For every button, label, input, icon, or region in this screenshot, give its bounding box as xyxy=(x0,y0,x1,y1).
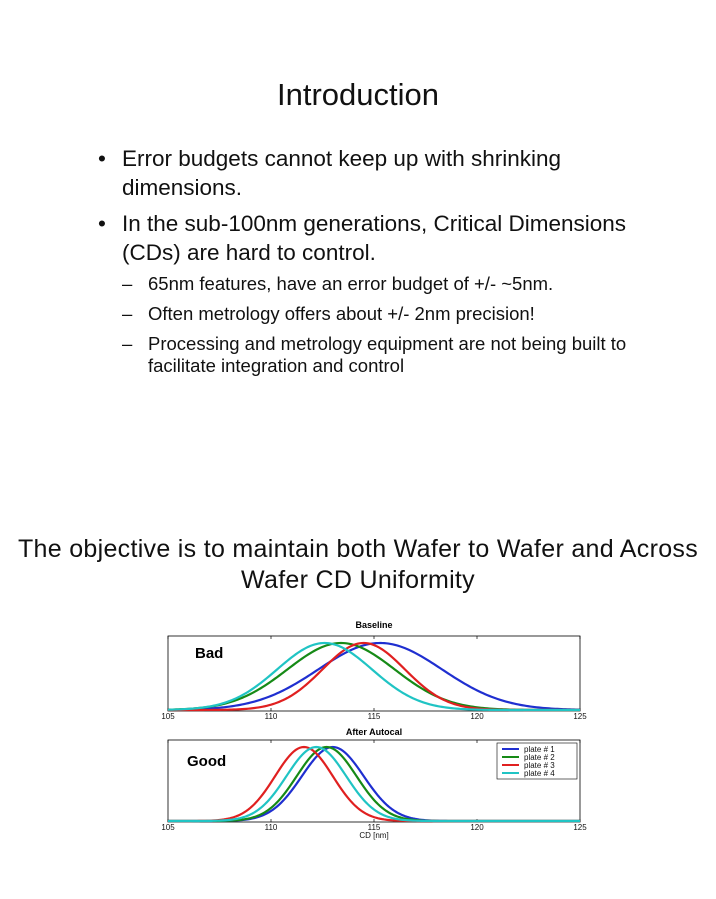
x-tick-label: 110 xyxy=(264,712,278,721)
plot-title: After Autocal xyxy=(345,727,403,737)
legend-label: plate # 2 xyxy=(524,753,555,762)
legend-label: plate # 4 xyxy=(524,769,555,778)
x-axis-label: CD [nm] xyxy=(359,831,389,840)
objective-heading: The objective is to maintain both Wafer to Wafer and Across Wafer CD Uniformity xyxy=(17,535,699,594)
sub-bullet-item: – Processing and metrology equipment are not being built to facilitate integration and control xyxy=(122,333,678,377)
x-tick-label: 115 xyxy=(367,712,381,721)
x-tick-label: 105 xyxy=(161,712,175,721)
plot-quality-label: Bad xyxy=(195,645,224,662)
plot-quality-label: Good xyxy=(187,753,227,770)
x-tick-label: 110 xyxy=(264,823,278,832)
x-tick-label: 115 xyxy=(367,823,381,832)
slide-title: Introduction xyxy=(277,76,439,112)
sub-bullet-item: – 65nm features, have an error budget of +/- ~5nm. xyxy=(122,273,678,295)
sub-bullet-item: – Often metrology offers about +/- 2nm precision! xyxy=(122,303,678,325)
x-tick-label: 125 xyxy=(573,712,587,721)
x-tick-label: 120 xyxy=(470,823,484,832)
plot-title: Baseline xyxy=(355,620,393,630)
x-tick-label: 105 xyxy=(161,823,175,832)
x-tick-label: 125 xyxy=(573,823,587,832)
legend-label: plate # 1 xyxy=(524,745,555,754)
bullet-text: In the sub-100nm generations, Critical Dimensions (CDs) are hard to control. xyxy=(122,211,626,265)
x-tick-label: 120 xyxy=(470,712,484,721)
series-line-plate-4 xyxy=(168,643,580,710)
bullet-text: Error budgets cannot keep up with shrinking dimensions. xyxy=(122,146,562,200)
legend-label: plate # 3 xyxy=(524,761,555,770)
